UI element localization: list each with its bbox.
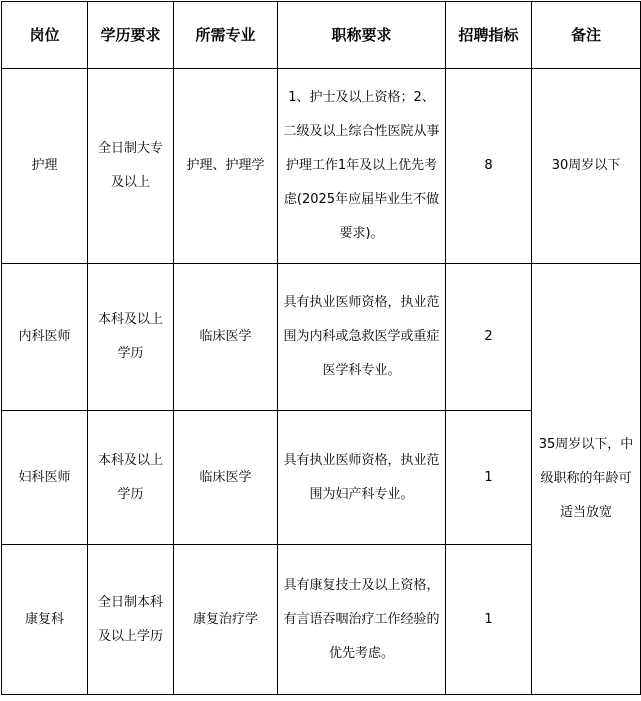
table-row <box>2 264 641 411</box>
header-remark: 备注 <box>532 2 641 69</box>
table-row <box>2 69 641 264</box>
education-cell: 本科及以上学历 <box>88 264 174 411</box>
title-requirement-cell: 具有执业医师资格，执业范围为妇产科专业。 <box>278 411 446 545</box>
major-cell: 临床医学 <box>174 411 278 545</box>
position-cell: 妇科医师 <box>2 411 88 545</box>
shared-remark-cell: 35周岁以下，中级职称的年龄可适当放宽 <box>532 264 641 695</box>
header-title-requirement: 职称要求 <box>278 2 446 69</box>
quota-cell: 2 <box>446 264 532 411</box>
education-cell: 本科及以上学历 <box>88 411 174 545</box>
header-position: 岗位 <box>2 2 88 69</box>
title-requirement-cell: 1、护士及以上资格；2、二级及以上综合性医院从事护理工作1年及以上优先考虑(2025年应届毕业生不做要求)。 <box>278 69 446 264</box>
header-major: 所需专业 <box>174 2 278 69</box>
quota-cell: 1 <box>446 411 532 545</box>
position-cell: 康复科 <box>2 545 88 695</box>
header-row <box>2 2 641 69</box>
quota-cell: 1 <box>446 545 532 695</box>
major-cell: 临床医学 <box>174 264 278 411</box>
title-requirement-cell: 具有执业医师资格，执业范围为内科或急救医学或重症医学科专业。 <box>278 264 446 411</box>
education-cell: 全日制本科及以上学历 <box>88 545 174 695</box>
recruitment-table <box>1 1 641 695</box>
education-cell: 全日制大专及以上 <box>88 69 174 264</box>
remark-cell: 30周岁以下 <box>532 69 641 264</box>
quota-cell: 8 <box>446 69 532 264</box>
major-cell: 护理、护理学 <box>174 69 278 264</box>
major-cell: 康复治疗学 <box>174 545 278 695</box>
title-requirement-cell: 具有康复技士及以上资格，有言语吞咽治疗工作经验的优先考虑。 <box>278 545 446 695</box>
position-cell: 内科医师 <box>2 264 88 411</box>
position-cell: 护理 <box>2 69 88 264</box>
header-education: 学历要求 <box>88 2 174 69</box>
header-quota: 招聘指标 <box>446 2 532 69</box>
